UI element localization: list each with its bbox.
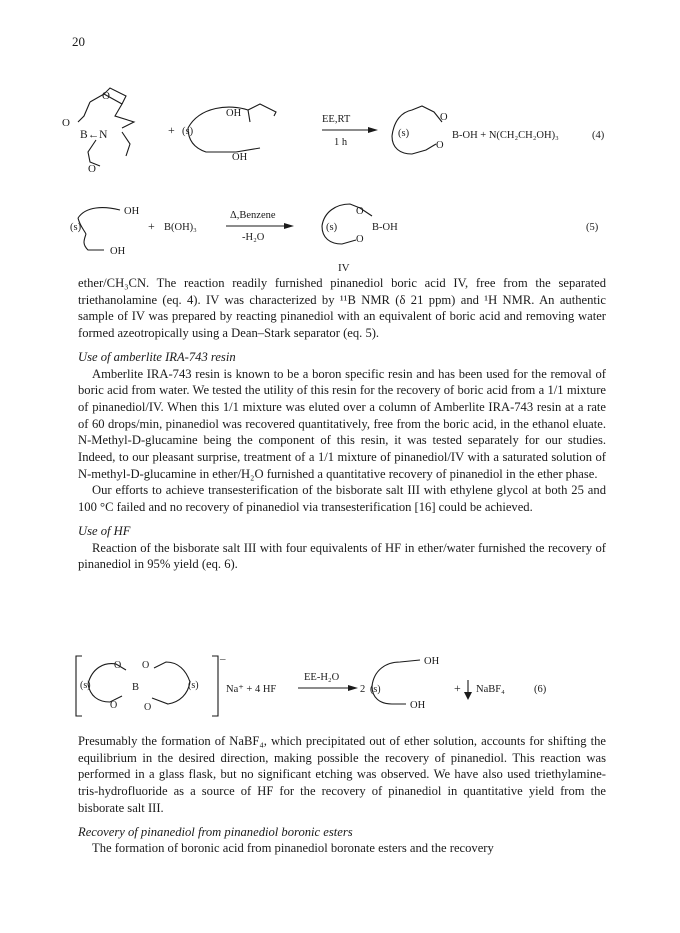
- heading-hf: Use of HF: [78, 523, 131, 538]
- eq5-tag: (5): [586, 222, 599, 233]
- equation-4-scheme: [60, 82, 620, 174]
- eq4-time: 1 h: [334, 137, 348, 148]
- eq4-oh-bottom: OH: [232, 152, 248, 163]
- eq6-o-3: O: [110, 700, 118, 711]
- eq4-stereo: (s): [182, 126, 194, 137]
- eq4-product-o-top: O: [440, 112, 448, 123]
- eq6-tag: (6): [534, 684, 547, 695]
- eq6-coefficient: 2: [360, 684, 366, 695]
- body-text-top: [78, 275, 606, 573]
- eq6-product-stereo: (s): [370, 684, 381, 695]
- heading-boronic-esters: Recovery of pinanediol from pinanediol boronic esters: [78, 824, 353, 839]
- paragraph-eq45: ether/CH₃CN. The reaction readily furnished pinanediol boric acid IV, free from the separated triethanolamine (eq. 4). IV was characterized by ¹¹B NMR (δ 21 ppm) and ¹H NMR. An authentic sample of IV was prepared by reacting pinanediol with an equivalent of boric acid and removing water formed azeotropically using a Dean–Stark separator (eq. 5).: [78, 276, 606, 341]
- eq5-label-iv: IV: [338, 262, 350, 274]
- eq6-o-1: O: [114, 660, 122, 671]
- eq4-product-o-bottom: O: [436, 140, 444, 151]
- eq6-charge: –: [220, 653, 226, 665]
- eq5-boric-acid: B(OH)₃: [164, 222, 197, 233]
- paragraph-hf: Reaction of the bisborate salt III with four equivalents of HF in ether/water furnished the recovery of pinanediol in 95% yield (eq. 6).: [78, 540, 606, 572]
- equation-5-scheme: [60, 196, 620, 276]
- eq6-o-2: O: [142, 660, 150, 671]
- heading-amberlite: Use of amberlite IRA-743 resin: [78, 349, 236, 364]
- eq5-oh-bottom: OH: [110, 246, 126, 257]
- eq5-product-o-bottom: O: [356, 234, 364, 245]
- eq6-o-4: O: [144, 702, 152, 713]
- eq5-oh-top: OH: [124, 206, 140, 217]
- eq6-boron: B: [132, 682, 140, 693]
- eq5-reagent: Δ,Benzene: [230, 210, 276, 221]
- paragraph-nabf4: Presumably the formation of NaBF₄, which precipitated out of ether solution, accounts for shifting the equilibrium in the desired direction, making possible the recovery of pinanediol. This reaction was performed in a glass flask, but no significant etching was observed. We have also used triethylamine-tris-hydrofluoride as a source of HF for the recovery of pinanediol in quantitative yield from the bisborate salt III.: [78, 734, 606, 815]
- eq4-boron-nitrogen: B←N: [80, 129, 108, 141]
- paragraph-amberlite: Amberlite IRA-743 resin is known to be a boron specific resin and has been used for the removal of boric acid from water. We tested the utility of this resin for the recovery of boric acid from a 1/1 mixture of pinanediol/IV. When this 1/1 mixture was eluted over a column of Amberlite IRA-743 resin at a rate of 60 drops/min, pinanediol was recovered quantitatively, free from the boric acid, in the ethanol eluate. N-Methyl-D-glucamine being the component of this resin, it was tested separately for our studies. Indeed, to our pleasant surprise, treatment of a 1/1 mixture of pinanediol/IV with a saturated solution of N-methyl-D-glucamine in ether/H₂O furnished a quantitative recovery of pinanediol in the ether phase.: [78, 366, 606, 481]
- eq6-byproduct: NaBF₄: [476, 684, 505, 695]
- eq4-product-stereo: (s): [398, 128, 410, 139]
- eq5-plus: +: [148, 219, 155, 233]
- eq4-reagent: EE,RT: [322, 114, 351, 125]
- eq6-reagent: EE-H₂O: [304, 672, 340, 683]
- eq6-counter-ion: Na⁺ + 4 HF: [226, 684, 277, 695]
- paragraph-boronic-esters: The formation of boronic acid from pinanediol boronate esters and the recovery: [92, 841, 494, 856]
- eq5-stereo: (s): [70, 222, 82, 233]
- eq6-oh-bottom: OH: [410, 700, 426, 711]
- eq6-stereo-right: (s): [188, 680, 199, 691]
- eq4-o-bottom: O: [88, 163, 96, 175]
- paragraph-transesterification: Our efforts to achieve transesterification of the bisborate salt III with ethylene glycol at both 25 and 100 °C failed and no recovery of pinanediol via transesterification [16] could be achieved.: [78, 483, 606, 515]
- eq4-plus: +: [168, 123, 175, 137]
- eq4-product: B-OH + N(CH₂CH₂OH)₃: [452, 130, 559, 141]
- eq5-product-o-top: O: [356, 206, 364, 217]
- eq6-stereo-left: (s): [80, 680, 91, 691]
- page-number: 20: [72, 34, 85, 49]
- eq4-tag: (4): [592, 130, 605, 141]
- eq5-product: B-OH: [372, 222, 398, 233]
- eq4-o-top: O: [102, 90, 110, 102]
- eq5-product-stereo: (s): [326, 222, 338, 233]
- body-text-bottom: [78, 733, 606, 857]
- eq6-plus: +: [454, 681, 461, 695]
- eq4-oh-top: OH: [226, 108, 242, 119]
- eq5-byproduct: -H₂O: [242, 232, 265, 243]
- equation-6-scheme: [72, 652, 592, 720]
- eq6-oh-top: OH: [424, 656, 440, 667]
- eq4-o-left: O: [62, 117, 70, 129]
